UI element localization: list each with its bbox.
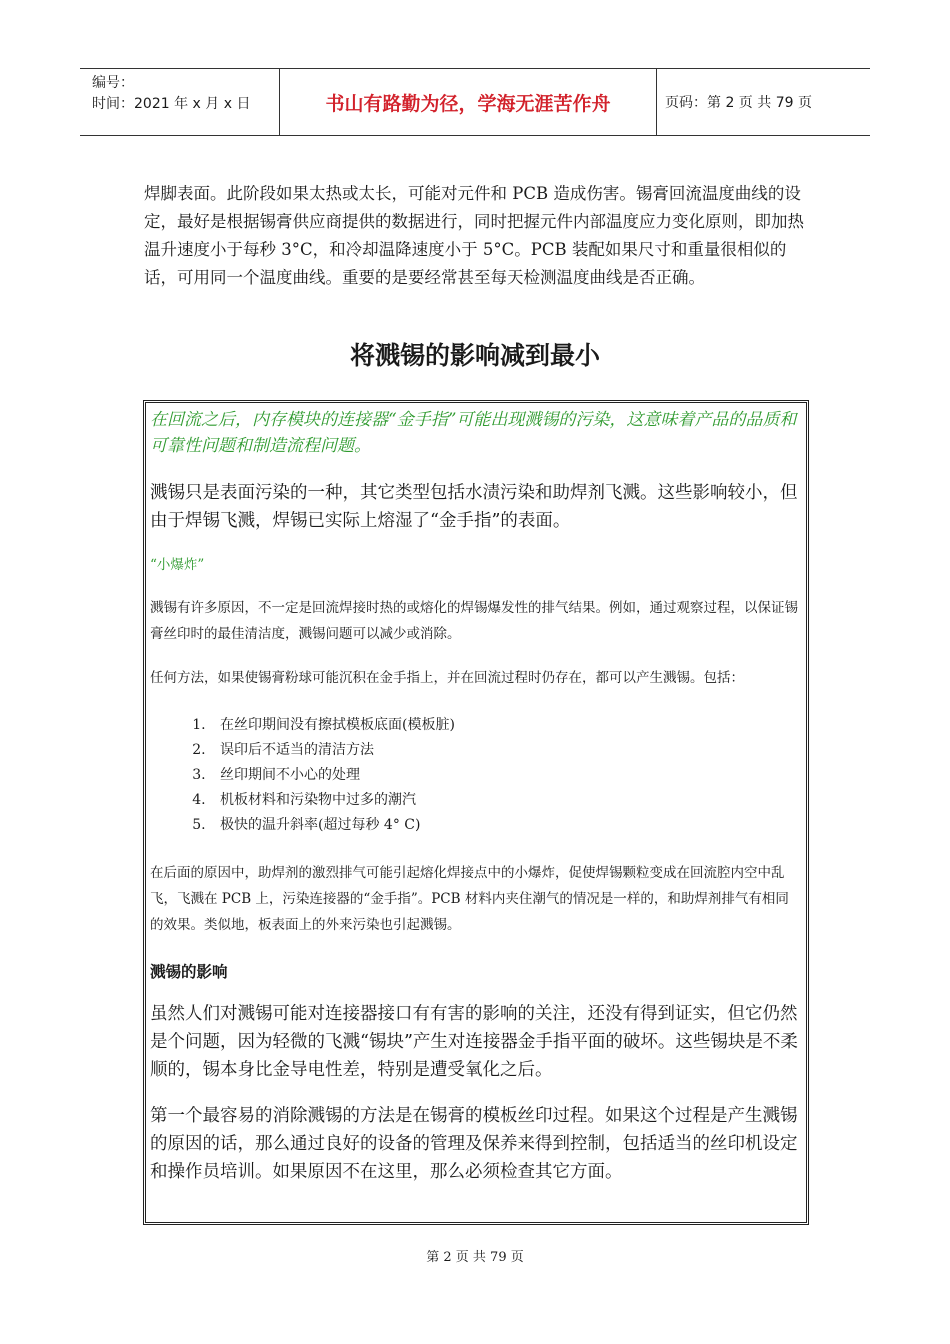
header-motto: 书山有路勤为径，学海无涯苦作舟 — [280, 69, 657, 135]
list-item: 4. 机板材料和污染物中过多的潮汽 — [210, 788, 802, 813]
paragraph-5: 虽然人们对溅锡可能对连接器接口有有害的影响的关注，还没有得到证实，但它仍然是个问题，因为轻微的飞溅“锡块”产生对连接器金手指平面的破坏。这些锡块是不柔顺的，锡本身比金导电性差，特别是遭受氧化之后。 — [150, 1004, 798, 1080]
paragraph-1: 溅锡只是表面污染的一种，其它类型包括水渍污染和助焊剂飞溅。这些影响较小，但由于焊锡飞溅，焊锡已实际上熔湿了“金手指”的表面。 — [150, 483, 798, 531]
effects-heading: 溅锡的影响 — [150, 963, 228, 981]
content-box — [143, 400, 809, 1225]
header-meta — [80, 69, 280, 135]
list-item: 2. 误印后不适当的清洁方法 — [210, 738, 802, 763]
header-page-info: 页码：第 2 页 共 79 页 — [665, 95, 812, 111]
number-label: 编号： — [92, 75, 134, 91]
section-title: 将溅锡的影响减到最小 — [349, 341, 600, 370]
page-header — [80, 68, 870, 136]
paragraph-2: 溅锡有许多原因，不一定是回流焊接时热的或熔化的焊锡爆发性的排气结果。例如，通过观察过程，以保证锡膏丝印时的最佳清洁度，溅锡问题可以减少或消除。 — [150, 600, 798, 642]
list-item: 3. 丝印期间不小心的处理 — [210, 763, 802, 788]
paragraph-6: 第一个最容易的消除溅锡的方法是在锡膏的模板丝印过程。如果这个过程是产生溅锡的原因的话，那么通过良好的设备的管理及保养来得到控制，包括适当的丝印机设定和操作员培训。如果原因不在这里，那么必须检查其它方面。 — [150, 1106, 798, 1182]
list-item: 1. 在丝印期间没有擦拭模板底面(模板脏) — [210, 713, 802, 738]
causes-list — [150, 713, 802, 838]
intro-paragraph: 焊脚表面。此阶段如果太热或太长，可能对元件和 PCB 造成伤害。锡膏回流温度曲线的设定，最好是根据锡膏供应商提供的数据进行，同时把握元件内部温度应力变化原则，即加热温升速度小于每秒 3°C，和冷却温降速度小于 5°C。PCB 装配如果尺寸和重量很相似的话，可用同一个温度曲线。重要的是要经常甚至每天检测温度曲线是否正确。 — [144, 184, 804, 287]
lead-paragraph: 在回流之后，内存模块的连接器“金手指”可能出现溅锡的污染，这意味着产品的品质和可靠性问题和制造流程问题。 — [150, 410, 797, 456]
list-item: 5. 极快的温升斜率(超过每秒 4° C) — [210, 813, 802, 838]
page-footer: 第 2 页 共 79 页 — [426, 1250, 524, 1265]
paragraph-3: 任何方法，如果使锡膏粉球可能沉积在金手指上，并在回流过程时仍存在，都可以产生溅锡。包括： — [150, 670, 744, 686]
subtitle-small-explosion: “小爆炸” — [150, 557, 205, 573]
paragraph-4: 在后面的原因中，助焊剂的激烈排气可能引起熔化焊接点中的小爆炸，促使焊锡颗粒变成在回流腔内空中乱飞，飞溅在 PCB 上，污染连接器的“金手指”。PCB 材料内夹住潮气的情况是一样的，和助焊剂排气有相同的效果。类似地，板表面上的外来污染也引起溅锡。 — [150, 865, 789, 933]
time-label: 时间：2021 年 x 月 x 日 — [92, 96, 251, 112]
intro-section — [144, 180, 804, 292]
